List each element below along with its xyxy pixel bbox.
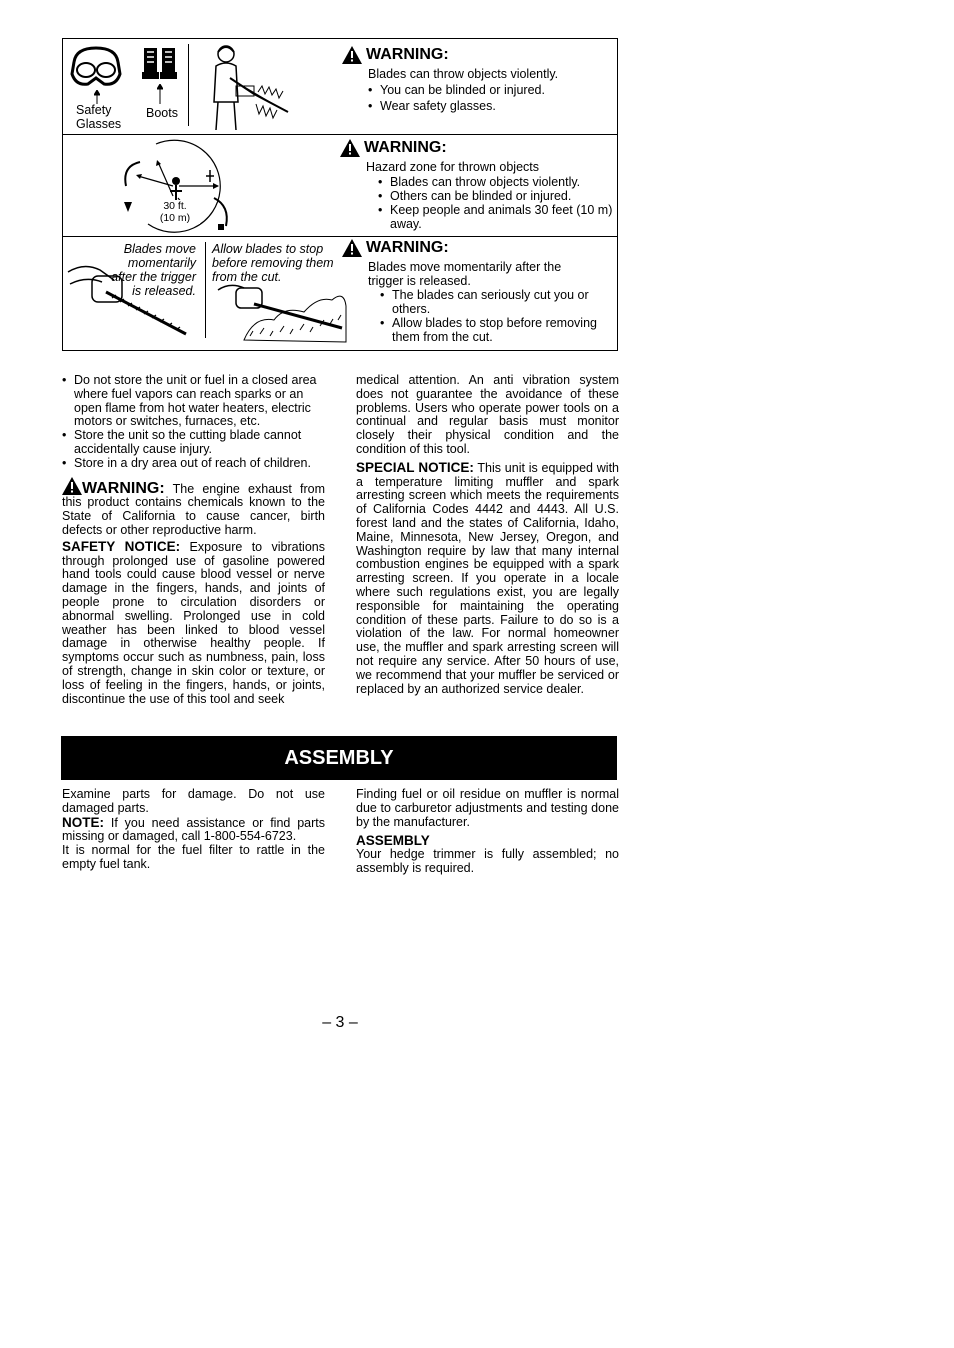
warning-title: WARNING:: [366, 46, 449, 63]
fuel-residue-text: Finding fuel or oil residue on muffler is normal due to carburetor adjustments and testing done by the manufacturer.: [356, 787, 619, 829]
warning-triangle-icon: [342, 46, 362, 64]
arrow-up-icon: [157, 84, 163, 104]
assembly-subheading: ASSEMBLY: [356, 833, 430, 849]
note-text: If you need assistance or find parts missing or damaged, call 1-800-554-6723.: [62, 815, 325, 844]
warning-intro: Hazard zone for thrown objects: [366, 160, 540, 174]
assembly-section-header: [61, 736, 617, 780]
assembly-left-column: [62, 788, 325, 872]
warning-triangle-icon: [62, 477, 82, 495]
warning-heading: [342, 239, 449, 257]
safety-notice-text: Exposure to vibrations through prolonged use of gasoline powered hand tools could cause blood vessel or nerve damage in the fingers, hands, and joints of people prone to circulation disorders or abnormal swelling. Prolonged use in cold weather has been linked to blood vessel damage in otherwise healthy people. If symptoms occur such as numbness, pain, loss of strength, change in skin color or texture, or loss of feeling in the fingers, hands, or joints, discontinue the use of this tool and seek: [62, 539, 325, 706]
warning-intro: Blades can throw objects violently.: [368, 67, 559, 81]
right-column: [356, 374, 619, 696]
fully-assembled-text: Your hedge trimmer is fully assembled; no assembly is required.: [356, 847, 619, 876]
divider: [62, 236, 617, 237]
storage-bullets: [62, 374, 325, 471]
warning-bullets: [380, 288, 618, 344]
boots-icon: [142, 46, 178, 80]
distance-meters: (10 m): [159, 212, 191, 224]
divider: [188, 44, 189, 126]
assembly-title: ASSEMBLY: [284, 746, 394, 769]
safety-glasses-icon: [68, 42, 124, 92]
assembly-right-column: [356, 788, 619, 876]
warning-title: WARNING:: [366, 239, 449, 256]
list-item: • Store the unit so the cutting blade cannot accidentally cause injury.: [74, 429, 325, 457]
special-notice: [356, 461, 619, 697]
safety-notice-label: SAFETY NOTICE:: [62, 538, 181, 554]
examine-parts-text: Examine parts for damage. Do not use damaged parts.: [62, 787, 325, 815]
warning-title: WARNING:: [364, 139, 447, 156]
list-item: • You can be blinded or injured.: [380, 83, 620, 97]
page-number: – 3 –: [322, 1014, 358, 1031]
list-item: • The blades can seriously cut you or others.: [392, 288, 618, 316]
distance-feet: 30 ft.: [163, 200, 187, 212]
left-column: [62, 374, 325, 706]
exhaust-warning-label: WARNING:: [82, 479, 165, 497]
caption-blades-move: Blades move momentarily after the trigger is released.: [111, 242, 196, 298]
warning-bullets: [368, 83, 620, 113]
operator-trimming-illustration: [196, 42, 292, 132]
list-item: • Others can be blinded or injured.: [390, 189, 620, 203]
list-item: • Do not store the unit or fuel in a closed area where fuel vapors can reach sparks or an open flame from hot water heaters, electric motors or switches, furnaces, etc.: [74, 374, 325, 429]
special-notice-label: SPECIAL NOTICE:: [356, 459, 474, 475]
warning-heading: [340, 139, 447, 157]
vibration-continued: medical attention. An anti vibration system does not guarantee the avoidance of these problems. Users who operate power tools on a continual and regular basis must monitor closely their physical condition and the condition of this tool.: [356, 373, 619, 456]
divider: [62, 134, 617, 135]
warning-triangle-icon: [342, 239, 362, 257]
note-paragraph: [62, 816, 325, 845]
hand-on-trigger-illustration: [66, 262, 190, 340]
boots-label: Boots: [146, 106, 178, 120]
distance-label: [150, 200, 200, 224]
warning-triangle-icon: [340, 139, 360, 157]
arrow-up-icon: [94, 90, 100, 104]
warning-heading: [342, 46, 449, 64]
list-item: • Store in a dry area out of reach of children.: [74, 457, 325, 471]
warning-intro: Blades move momentarily after the trigger is released.: [368, 260, 562, 288]
list-item: • Allow blades to stop before removing them from the cut.: [392, 316, 618, 344]
note-label: NOTE:: [62, 814, 104, 830]
exhaust-warning: [62, 477, 325, 538]
list-item: • Keep people and animals 30 feet (10 m) away.: [390, 203, 620, 231]
exhaust-warning-text: The engine exhaust from this product contains chemicals known to the State of California to cause cancer, birth defects or other reproductive harm.: [62, 481, 325, 537]
list-item: • Wear safety glasses.: [380, 99, 620, 113]
divider: [205, 242, 206, 338]
special-notice-text: This unit is equipped with a temperature limiting muffler and spark arresting screen which meets the requirements of California Codes 4442 and 4443. All U.S. forest land and the states of California, Idaho, Maine, Minnesota, New Jersey, Oregon, and Washington require by law that many internal combustion engines be equipped with a spark arresting screen. If you operate in a locale where such regulations exist, you are legally responsible for maintaining the operating condition of these parts. Failure to do so is a violation of the law. For normal homeowner use, the muffler and spark arresting screen will not require any service. After 50 hours of use, we recommend that your muffler be serviced or replaced by an authorized service dealer.: [356, 460, 619, 696]
list-item: • Blades can throw objects violently.: [390, 175, 620, 189]
fuel-filter-text: It is normal for the fuel filter to rattle in the empty fuel tank.: [62, 843, 325, 871]
safety-notice: [62, 540, 325, 707]
trimmer-in-cut-illustration: [214, 276, 348, 344]
warning-bullets: [378, 175, 620, 231]
caption-allow-blades-stop: Allow blades to stop before removing them from the cut.: [212, 242, 334, 284]
safety-glasses-label: Safety Glasses: [76, 103, 122, 131]
